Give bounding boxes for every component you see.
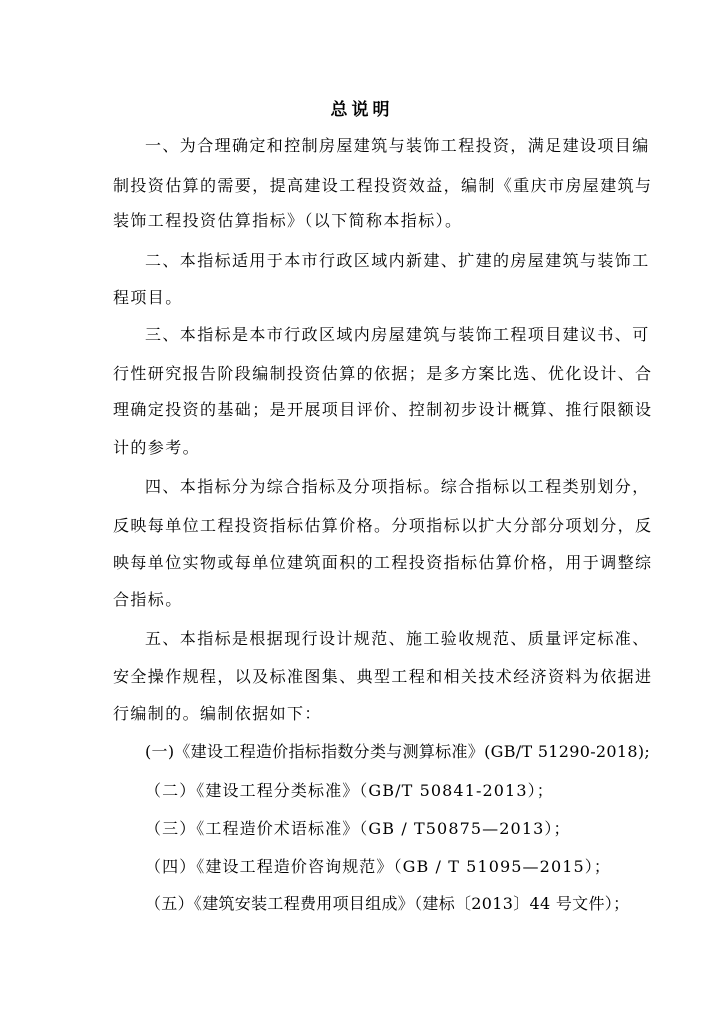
paragraph-line: 二、本指标适用于本市行政区域内新建、扩建的房屋建筑与装饰工	[145, 251, 650, 270]
paragraph-line: 理确定投资的基础；是开展项目评价、控制初步设计概算、推行限额设	[113, 400, 653, 419]
paragraph-line: 一、为合理确定和控制房屋建筑与装饰工程投资，满足建设项目编	[145, 136, 650, 155]
reference-item: （二）《建设工程分类标准》（GB/T 50841-2013）；	[145, 781, 554, 800]
reference-item: （五）《建筑安装工程费用项目组成》（建标〔2013〕44 号文件）；	[145, 894, 630, 913]
page-title: 总说明	[330, 100, 394, 120]
paragraph-line: 计的参考。	[113, 438, 201, 457]
paragraph-line: 三、本指标是本市行政区域内房屋建筑与装饰工程项目建议书、可	[145, 325, 650, 344]
paragraph-line: 映每单位实物或每单位建筑面积的工程投资指标估算价格，用于调整综	[113, 553, 653, 572]
reference-item: （三）《工程造价术语标准》（GB / T50875—2013）；	[145, 819, 571, 838]
paragraph-line: 制投资估算的需要，提高建设工程投资效益，编制《重庆市房屋建筑与	[113, 176, 653, 195]
paragraph-line: 四、本指标分为综合指标及分项指标。综合指标以工程类别划分，	[145, 477, 650, 496]
paragraph-line: 程项目。	[113, 288, 183, 307]
reference-item: （四）《建设工程造价咨询规范》（GB / T 51095—2015）；	[145, 857, 611, 876]
paragraph-line: 行编制的。编制依据如下：	[113, 704, 322, 723]
paragraph-line: 五、本指标是根据现行设计规范、施工验收规范、质量评定标准、	[145, 629, 650, 648]
paragraph-line: 安全操作规程，以及标准图集、典型工程和相关技术经济资料为依据进	[113, 667, 653, 686]
paragraph-line: 装饰工程投资估算指标》（以下简称本指标）。	[113, 211, 463, 230]
paragraph-line: 行性研究报告阶段编制投资估算的依据；是多方案比选、优化设计、合	[113, 364, 653, 383]
paragraph-line: 反映每单位工程投资指标估算价格。分项指标以扩大分部分项划分，反	[113, 516, 653, 535]
reference-item: (一)《建设工程造价指标指数分类与测算标准》(GB/T 51290-2018);	[145, 742, 651, 761]
paragraph-line: 合指标。	[113, 590, 183, 609]
